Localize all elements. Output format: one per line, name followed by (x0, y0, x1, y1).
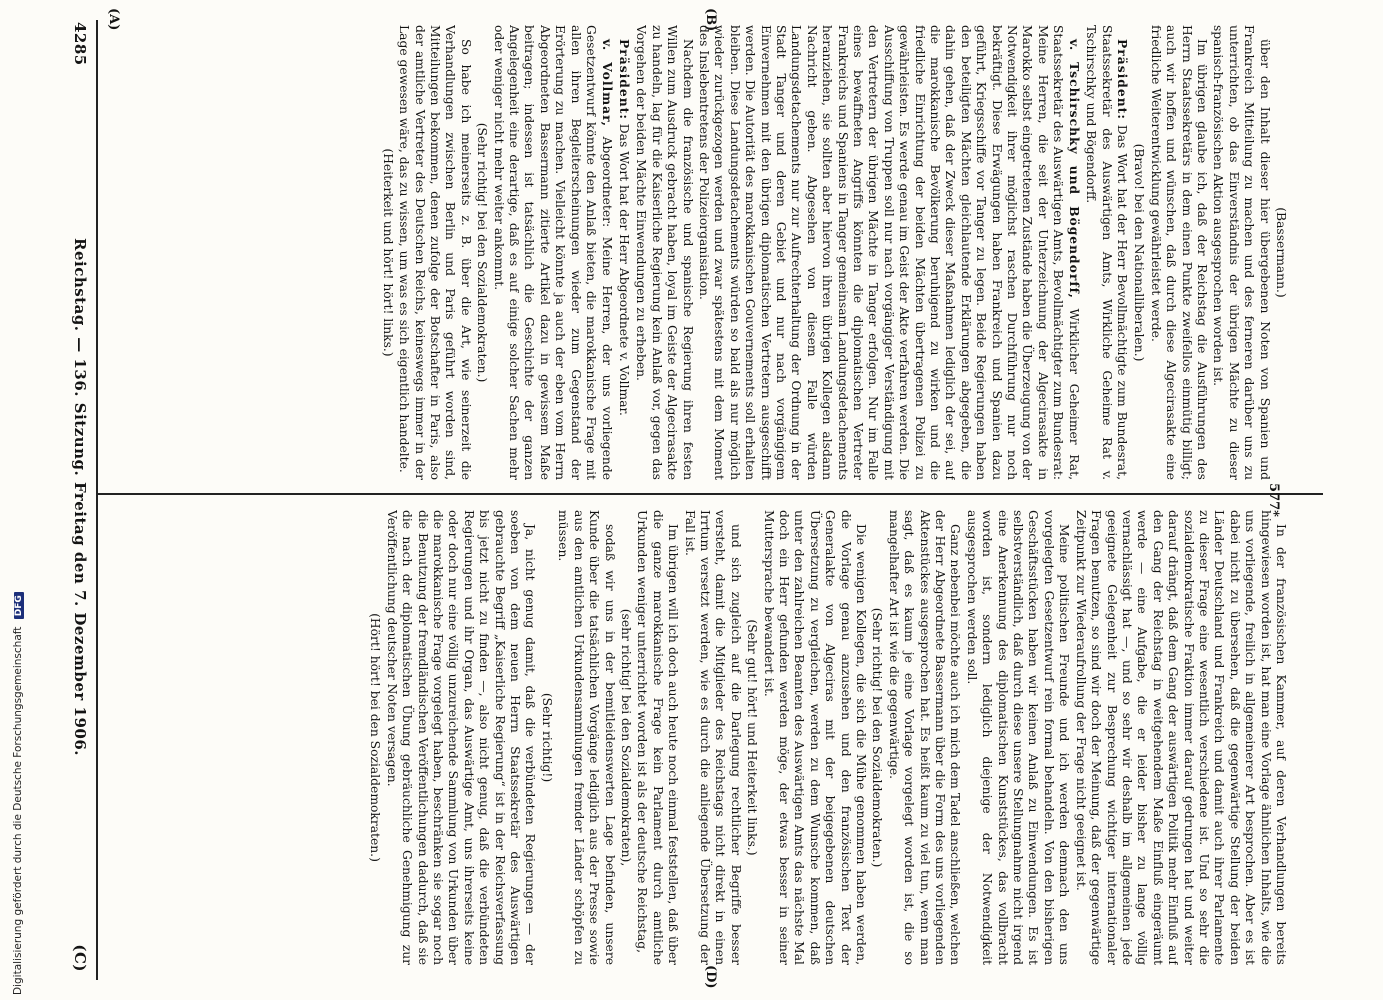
margin-marker-d: (D) (703, 965, 718, 989)
dfg-logo-icon: DFG (14, 592, 24, 619)
paragraph (616, 25, 632, 480)
interjection: (Bassermann.) (1274, 207, 1288, 298)
paragraph: So habe ich meinerseits z. B. über die Art, wie seinerzeit die Verhandlungen zwischen Berlin und Paris geführt worden sind, Mitteilungen bekommen, denen zufolge der Botschafter in Paris, also der amtliche Vertreter des Deutschen Reichs, keineswegs immer in der Lage gewesen wäre, das zu wissen, um was es sich eigentlich handelte. (397, 25, 473, 480)
margin-marker-header: (C) (71, 944, 89, 972)
margin-marker-b: (B) (703, 8, 718, 32)
paragraph: Ja, nicht genug damit, daß die verbündeten Regierungen — der soeben von dem neuen Herrn Staatssekretär des Auswärtigen gebrauchte Begriff „Kaiserliche Regierung“ ist in der Reichsverfassung bis jetzt nicht zu finden —, also nicht genug, daß die verbündeten Regierungen und ihr Organ, das Auswärtige Amt, uns ihrerseits keine oder doch nur eine völlig unzureichende Sammlung von Urkunden über die marokkanische Frage vorgelegt haben, beschränken sie sogar noch die Benutzung der fremdländischen Veröffentlichungen dadurch, daß sie die nach der diplomatischen Übung gebräuchliche Genehmigung zur Veröffentlichung deutscher Noten versagen. (384, 510, 538, 965)
paragraph: In der französischen Kammer, auf deren Verhandlungen bereits hingewiesen worden ist, hat man eine Vorlage ähnlichen Inhalts, wie die uns vorliegende, freilich in allgemeinerer Art besprochen. Aber es ist dabei nicht zu übersehen, daß die gegenwärtige Stellung der beiden Länder Deutschland und Frankreich und damit auch ihrer Parlamente zu dieser Frage eine wesentlich verschiedene ist. Und so sehr die sozialdemokratische Fraktion immer darauf gedrungen hat und weiter darauf drängt, daß dem Gang der auswärtigen Politik mehr Einfluß auf den Gang der Reichstag in weitgehendem Maße Einfluß eingeräumt werde — eine Aufgabe, die er leider bisher zu lange völlig vernachlässigt hat —, und so sehr wir deshalb im allgemeinen jede geeignete Gelegenheit zur Besprechung wichtiger internationaler Fragen benutzen, so sind wir doch der Meinung, daß der gegenwärtige Zeitpunkt zur Wiederaufrollung der Frage nicht geeignet ist. (1073, 510, 1288, 965)
page-title: Reichstag. — 136. Sitzung. Freitag den 7. Dezember 1906. (71, 237, 89, 756)
paragraph: und sich zugleich auf die Darlegung rechtlicher Begriffe besser versteht, damit die Mitglieder des Reichstags nicht direkt in einen Irrtum versetzt werden, wie es durch die anliegende Übersetzung der Fall ist. (682, 510, 743, 965)
speaker-name: v. Vollmar, (599, 39, 615, 128)
speech-text: Das Wort hat der Herr Abgeordnete v. Vollmar. (616, 119, 631, 416)
paragraph: Meine politischen Freunde und ich werden demnach den uns vorgelegten Gesetzentwurf rein formal behandeln. Von den bisherigen Geschäftsstücken haben wir keinen Anlaß zu Einwendungen. Es ist selbstverständlich, daß durch diese unsere Stellungnahme nicht irgend eine Anerkennung des diplomatischen Kunststückes, das vollbracht worden ist, sondern lediglich diejenige der Notwendigkeit ausgesprochen werden soll. (964, 510, 1072, 965)
speech-text: Das Wort hat der Herr Bevollmächtigte zum Bundesrat, Staatssekretär des Auswärtigen Amts, Wirkliche Geheime Rat v. Tschirschky und Bögendorff. (1084, 25, 1129, 480)
interjection: (Sehr richtig!) (539, 692, 554, 783)
speech-text: Abgeordneter: Meine Herren, der uns vorliegende Gesetzentwurf könnte den Anlaß bieten, die marokkanische Frage mit allen ihren Begleiterscheinungen wieder zum Gegenstand der Erörterung zu machen. Vielleicht könnte ja auch der eben vom Herrn Abgeordneten Bassermann zitierte Artikel dazu in gewissem Maße beitragen; indessen ist tatsächlich die Geschichte der ganzen Angelegenheit eine derartige, daß es auf einige solcher Sachen mehr oder weniger nicht mehr weiter ankommt. (491, 25, 614, 480)
digitization-text: Digitalisierung gefördert durch die Deutsche Forschungsgemeinschaft (12, 626, 24, 995)
paragraph: über den Inhalt dieser hier übergebenen Noten von Spanien und Frankreich Mitteilung zu machen und des ferneren darüber uns zu unterrichten, ob das Einverständnis der übrigen Mächte zu dieser spanisch-französischen Aktion ausgesprochen worden ist. (1211, 25, 1272, 480)
page-signature: 577* (1266, 483, 1281, 517)
paragraph (490, 25, 614, 480)
interjection: (Sehr gut! hört! und Heiterkeit links.) (745, 619, 760, 856)
interjection: (Sehr richtig! bei den Sozialdemokraten.) (870, 607, 885, 868)
interjection: (Sehr richtig! bei den Sozialdemokraten.) (475, 122, 490, 383)
paragraph: Im übrigen glaube ich, daß der Reichstag die Ausführungen des Herrn Staatssekretärs in dem einen Punkte zweifellos einmütig billigt; auch wir hoffen und wünschen, daß durch diese Algecirasakte eine friedliche Weiterentwicklung gewährleistet werde. (1148, 25, 1209, 480)
paragraph: Die wenigen Kollegen, die sich die Mühe genommen haben werden, die Vorlage genau anzusehen und den französischen Text der Generalakte von Algeciras mit der beigegebenen deutschen Übersetzung zu vergleichen, werden zu dem Wunsche kommen, daß unter den zahlreichen Beamten des Auswärtigen Amts das nächste Mal doch ein Herr gefunden werden möge, der etwas besser in seiner Muttersprache bewandert ist. (761, 510, 869, 965)
interjection: (Bravo! bei den Nationalliberalen.) (1132, 143, 1147, 362)
column-divider (98, 493, 1323, 495)
right-column (108, 510, 1288, 965)
left-column (108, 25, 1288, 480)
paragraph: Ganz nebenbei möchte auch ich mich dem Tadel anschließen, welchen der Herr Abgeordnete Bassermann über die Form des uns vorliegenden Aktenstückes ausgesprochen hat. Es heißt kaum zu viel tun, wenn man sagt, daß es kaum je eine Vorlage vorgelegt worden ist, die so mangelhafter Art ist wie die gegenwärtige. (886, 510, 963, 965)
paragraph: sodaß wir uns in der bemitleidenswerten Lage befinden, unsere Kunde über die tatsächlichen Vorgänge lediglich aus der Presse sowie aus den amtlichen Urkundensammlungen fremder Länder schöpfen zu müssen. (556, 510, 617, 965)
speech-text: Wirklicher Geheimer Rat, Staatssekretär des Auswärtigen Amts, Bevollmächtigter zum Bundesrat: Meine Herren, die seit der Unterzeichnung der Algecirasakte in Marokko selbst eingetretenen Zustände haben die Überzeugung von der Notwendigkeit ihrer möglichst raschen Durchführung nur noch bekräftigt. Diese Erwägungen haben Frankreich und Spanien dazu geführt, Kriegsschiffe vor Tanger zu legen. Beide Regierungen haben den beteiligten Mächten gleichlautende Erklärungen abgegeben, die dahin gehen, daß der Zweck dieser Maßnahmen lediglich der sei, auf die marokkanische Bevölkerung beruhigend zu wirken und die friedliche Einrichtung der beiden Mächten übertragenen Polizei zu gewährleisten. Es werde genau im Geist der Akte verfahren werden. Die Ausschiffung von Truppen soll nur nach vorgängiger Verständigung mit den Vertretern der übrigen Mächte in Tanger erfolgen. Nur im Falle eines bewaffneten Angriffs könnten die diplomatischen Vertreter Frankreichs und Spaniens in Tanger gemeinsam Landungsdetachements heranziehen, sie sollten aber hiervon ihren übrigen Kollegen alsdann Nachricht geben. Abgesehen von diesem Falle würden Landungsdetachements nur zur Aufrechterhaltung der Ordnung in der Stadt Tanger und deren Gebiet und nur nach vorgängigem Einvernehmen mit den übrigen diplomatischen Vertretern ausgeschifft werden. Die Autorität des marokkanischen Gouvernements soll erhalten bleiben. Diese Landungsdetachements würden so bald als nur möglich wieder zurückgezogen werden und zwar spätestens mit dem Moment des Inslebentretens der Polizeiorganisation. (696, 25, 1081, 480)
speaker-name: Präsident: (1114, 39, 1130, 120)
margin-marker-a: (A) (106, 8, 121, 31)
interjection: (Heiterkeit und hört! hört! links.) (380, 148, 395, 357)
interjection: (Hört! hört! bei den Sozialdemokraten.) (368, 613, 383, 862)
interjection: (sehr richtig! bei den Sozialdemokraten), (618, 608, 633, 867)
page-number: 4285 (71, 22, 89, 66)
digitization-note (0, 0, 30, 1000)
paragraph (696, 25, 1082, 480)
speaker-name: Präsident: (616, 39, 632, 120)
paragraph (1083, 25, 1130, 480)
paragraph: Nachdem die französische und spanische Regierung ihren festen Willen zum Ausdruck gebracht haben, loyal im Geiste der Algecirasakte zu handeln, lag für die Kaiserliche Regierung kein Anlaß vor, gegen das Vorgehen der beiden Mächte Einwendungen zu erheben. (634, 25, 695, 480)
page-header (63, 22, 91, 972)
speaker-name: v. Tschirschky und Bögendorff, (1066, 39, 1082, 299)
header-rule (96, 20, 98, 980)
paragraph: Im übrigen will ich doch auch heute noch einmal feststellen, daß über die ganze marokkanische Frage kein Parlament durch amtliche Urkunden weniger unterrichtet worden ist als der deutsche Reichstag, (635, 510, 681, 965)
